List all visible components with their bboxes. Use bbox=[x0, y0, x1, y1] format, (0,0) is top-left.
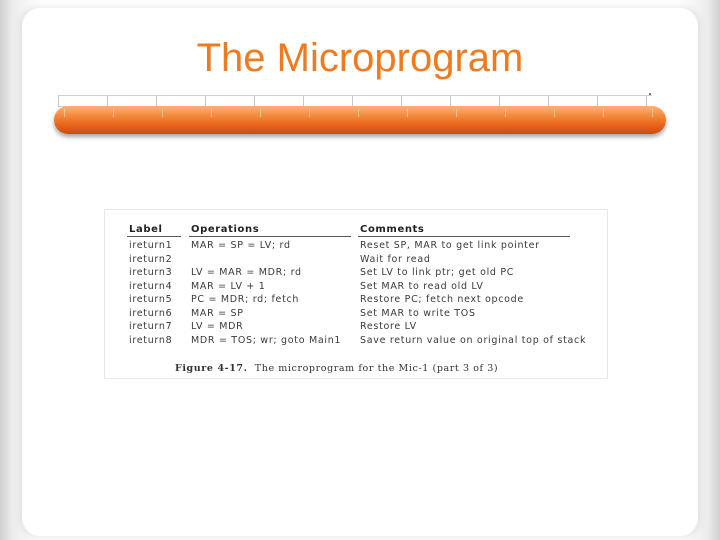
title-divider-bar bbox=[54, 106, 666, 134]
row-label: ireturn3 bbox=[129, 267, 173, 278]
bar-tick bbox=[456, 109, 457, 117]
row-comment: Restore LV bbox=[360, 321, 417, 332]
row-operation: MAR = LV + 1 bbox=[191, 280, 266, 292]
table-row bbox=[105, 308, 607, 321]
header-label: Label bbox=[129, 224, 163, 235]
table-row bbox=[105, 240, 607, 253]
caption-text: The microprogram for the Mic-1 (part 3 of 3) bbox=[254, 363, 499, 374]
row-operation: MAR = SP bbox=[191, 307, 244, 319]
row-operation: MAR = SP = LV; rd bbox=[191, 240, 291, 251]
bar-tick bbox=[554, 109, 555, 117]
table-row bbox=[105, 321, 607, 334]
row-label: ireturn5 bbox=[129, 294, 173, 305]
row-operation: PC = MDR; rd; fetch bbox=[191, 294, 300, 305]
row-label: ireturn8 bbox=[129, 334, 173, 346]
table-row bbox=[105, 281, 607, 294]
table-row bbox=[105, 335, 607, 348]
slide-title: The Microprogram bbox=[196, 36, 524, 80]
row-label: ireturn6 bbox=[129, 307, 173, 319]
table-row bbox=[105, 267, 607, 280]
header-rule-comments bbox=[358, 236, 570, 237]
bar-tick bbox=[603, 109, 604, 117]
bar-tick bbox=[407, 109, 408, 117]
row-label: ireturn4 bbox=[129, 280, 173, 292]
figure-caption bbox=[175, 363, 498, 374]
decorative-dot bbox=[649, 93, 651, 95]
bar-tick bbox=[652, 109, 653, 117]
bar-tick bbox=[505, 109, 506, 117]
bar-tick bbox=[113, 109, 114, 117]
bar-tick bbox=[64, 109, 65, 117]
row-comment: Set MAR to write TOS bbox=[360, 307, 476, 319]
divider-bar-ticks bbox=[64, 109, 656, 117]
row-label: ireturn1 bbox=[129, 240, 173, 251]
header-rule-label bbox=[127, 236, 181, 237]
bar-tick bbox=[162, 109, 163, 117]
header-operations: Operations bbox=[191, 224, 260, 235]
row-comment: Set LV to link ptr; get old PC bbox=[360, 267, 515, 278]
row-operation: LV = MAR = MDR; rd bbox=[191, 267, 302, 278]
microprogram-figure bbox=[104, 209, 608, 379]
bar-tick bbox=[358, 109, 359, 117]
row-label: ireturn2 bbox=[129, 253, 173, 265]
row-operation: MDR = TOS; wr; goto Main1 bbox=[191, 334, 342, 346]
bar-tick bbox=[260, 109, 261, 117]
bar-tick bbox=[309, 109, 310, 117]
ruler-tick bbox=[58, 95, 59, 107]
bar-tick bbox=[211, 109, 212, 117]
header-rule-operations bbox=[189, 236, 351, 237]
row-operation: LV = MDR bbox=[191, 321, 244, 332]
row-label: ireturn7 bbox=[129, 321, 173, 332]
row-comment: Save return value on original top of stack bbox=[360, 334, 587, 346]
caption-label: Figure 4-17. bbox=[175, 363, 248, 374]
row-comment: Wait for read bbox=[360, 253, 431, 265]
row-comment: Set MAR to read old LV bbox=[360, 280, 484, 292]
table-row bbox=[105, 254, 607, 267]
row-comment: Reset SP, MAR to get link pointer bbox=[360, 240, 540, 251]
row-comment: Restore PC; fetch next opcode bbox=[360, 294, 524, 305]
header-comments: Comments bbox=[360, 224, 425, 235]
table-row bbox=[105, 294, 607, 307]
